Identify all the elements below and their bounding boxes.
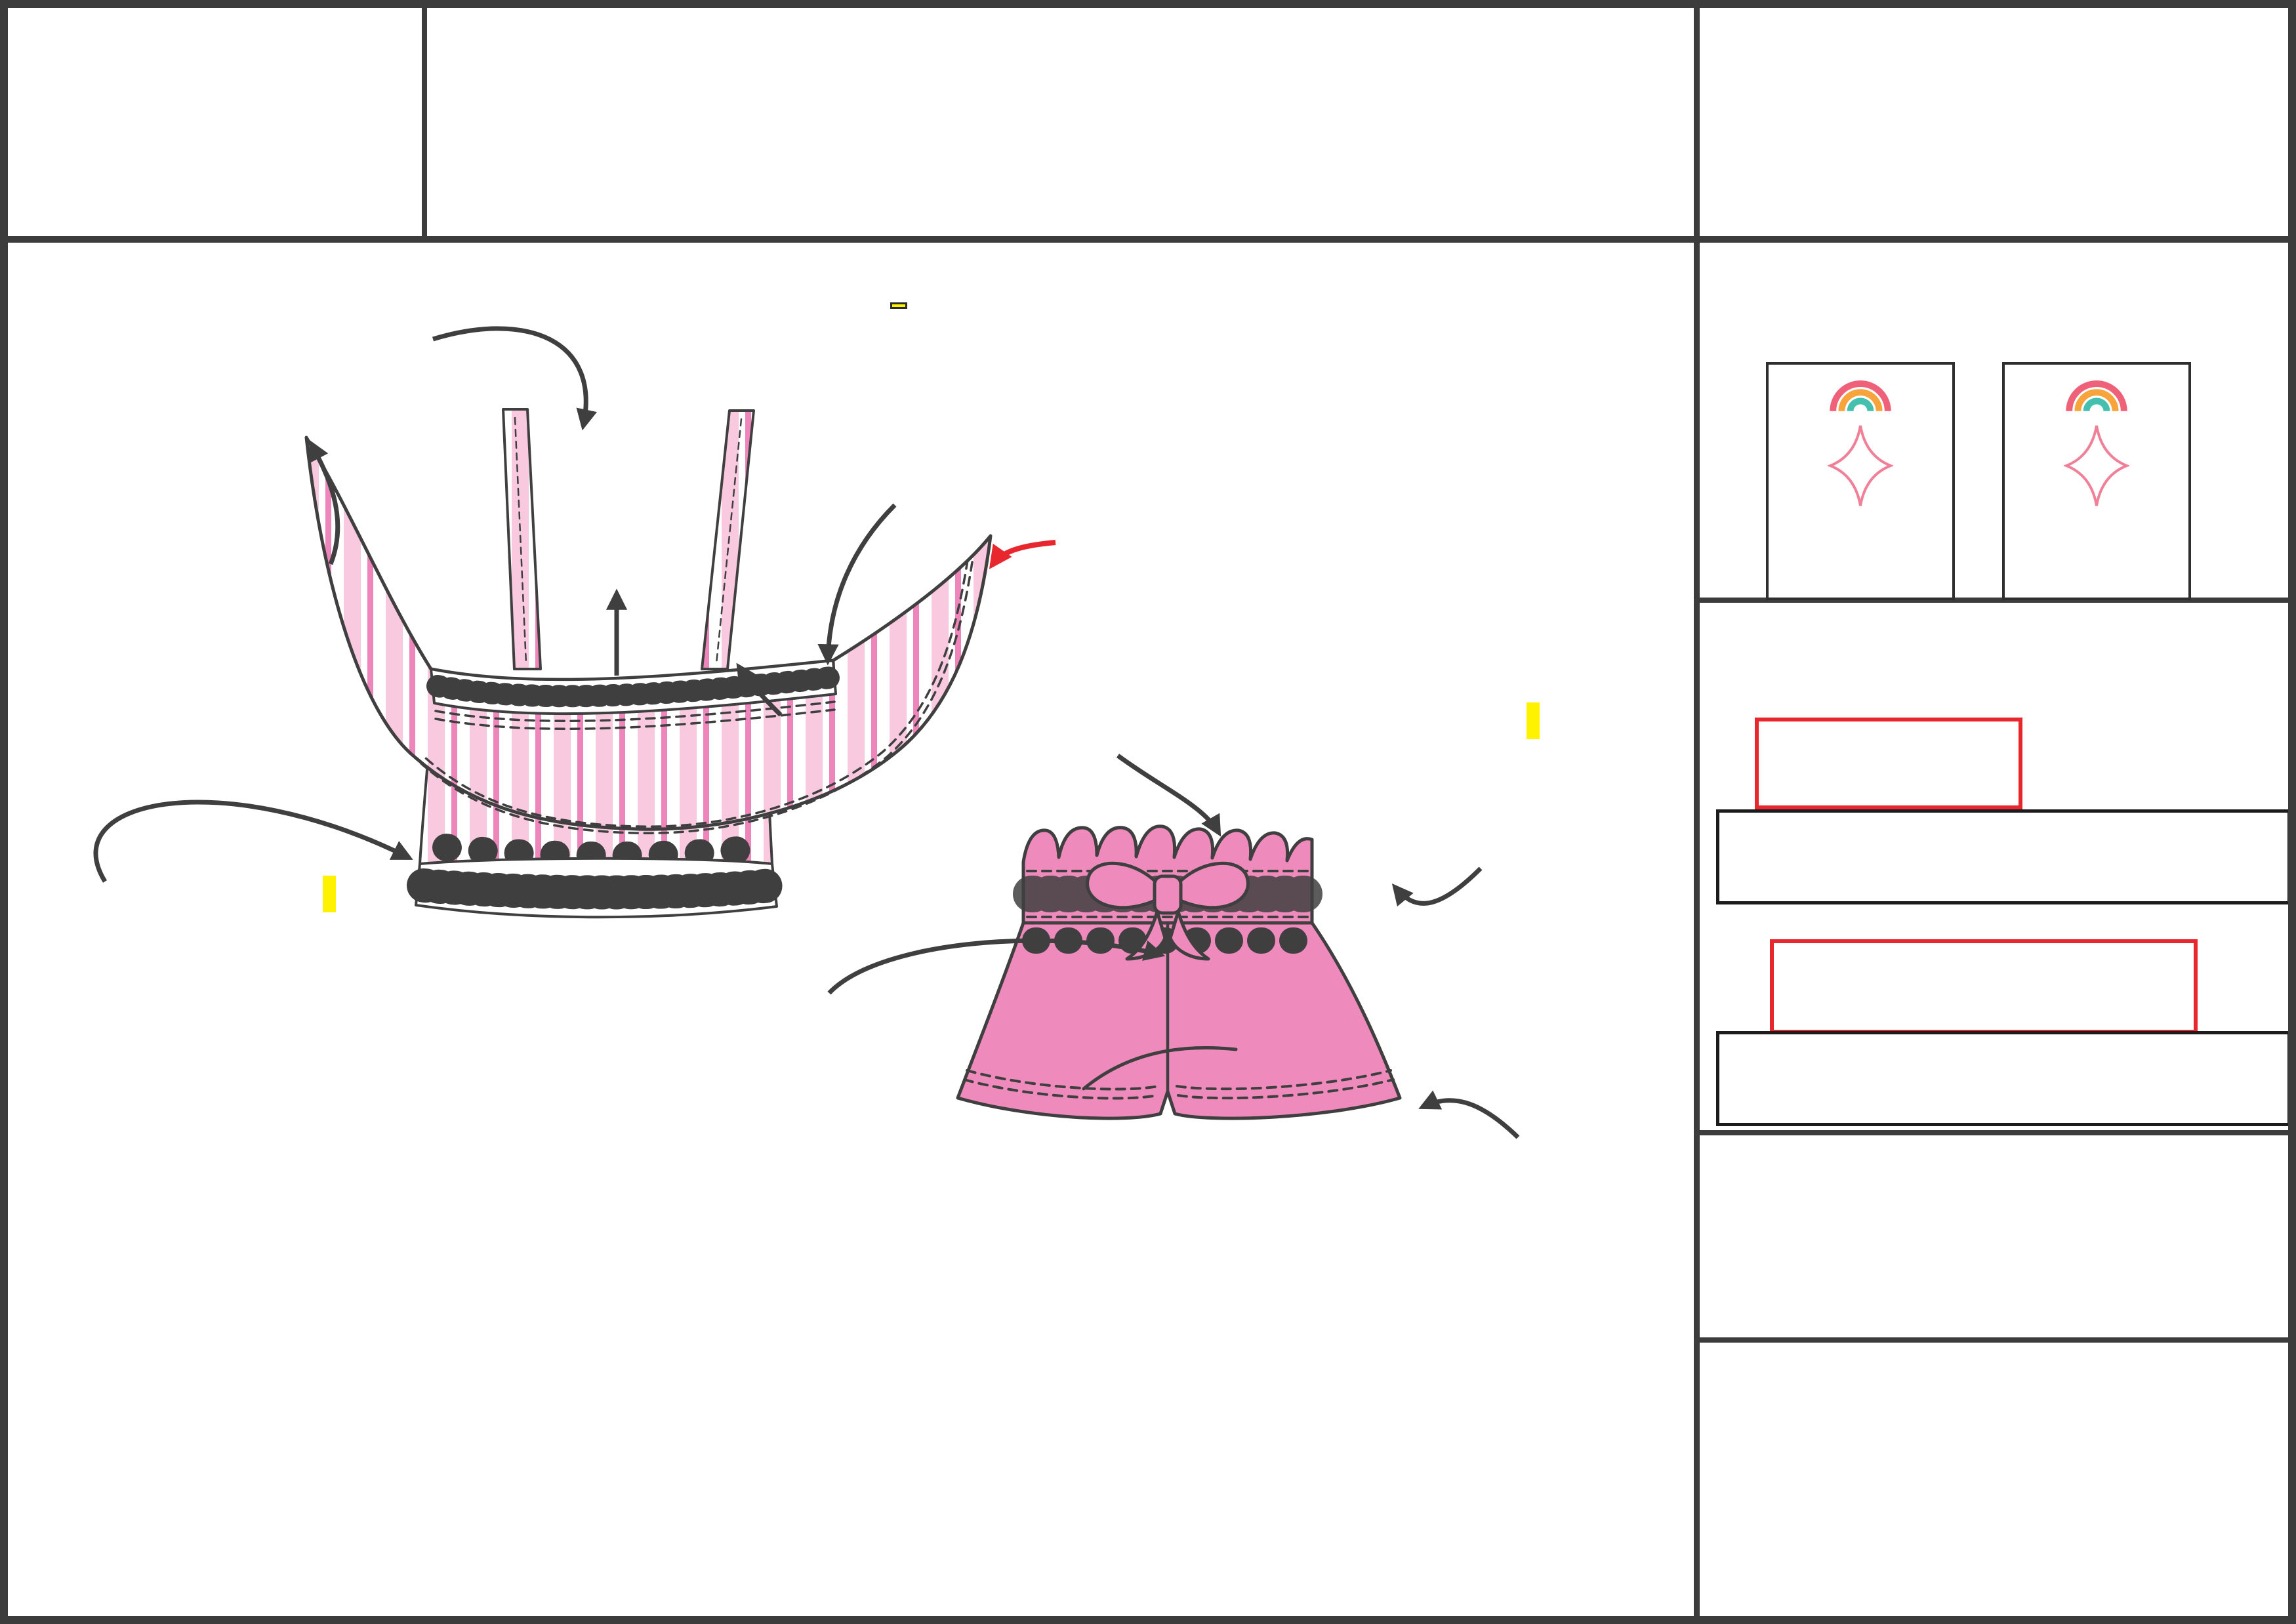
blouse-strap-left <box>503 409 541 669</box>
arrow-etiqueta-cos <box>1118 756 1219 833</box>
elastico-highlight <box>1527 702 1540 739</box>
arrow-elastico <box>1395 868 1481 903</box>
arrow-bainha-shorts <box>1422 1101 1518 1137</box>
shorts-drawing <box>958 826 1400 1118</box>
arrow-babados <box>992 542 1056 565</box>
decote-highlight <box>890 302 907 309</box>
blouse-strap-right <box>702 411 754 669</box>
blouse-drawing <box>306 409 991 917</box>
note-barra <box>34 875 336 914</box>
blouse-flounce <box>306 437 991 829</box>
note-elastico <box>1182 700 1540 743</box>
note-decote <box>890 274 907 323</box>
technical-drawing <box>8 8 2296 1624</box>
arrow-barra <box>96 802 409 882</box>
barra-highlight <box>323 876 336 912</box>
